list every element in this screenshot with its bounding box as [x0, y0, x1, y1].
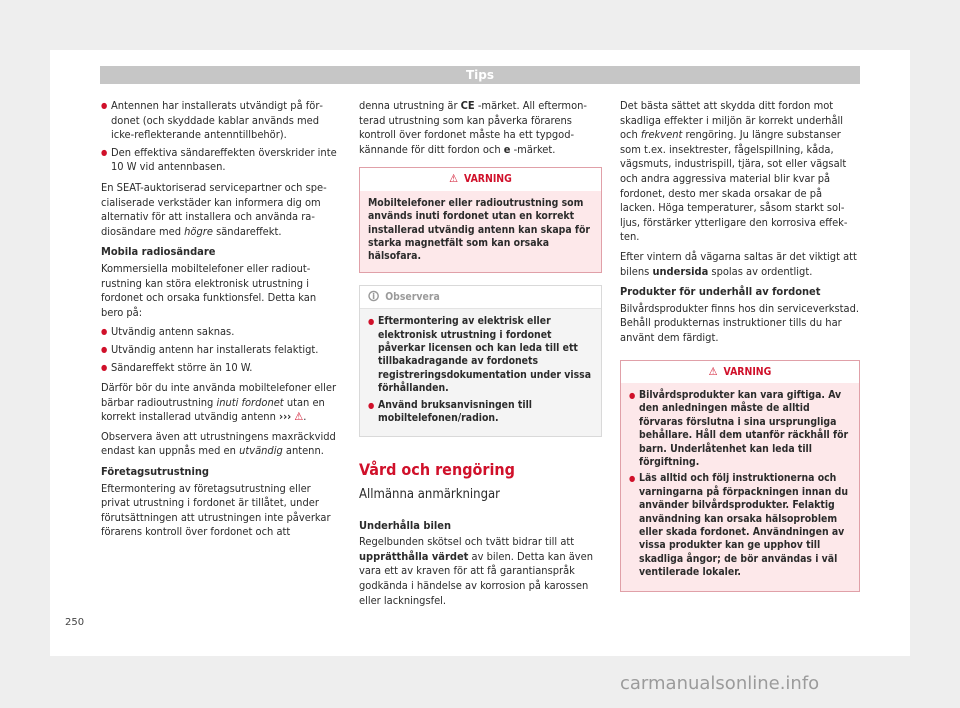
warning-text: Mobiltelefoner eller radioutrustning som används inuti fordonet utan en korrekt installerad utvändig antenn kan skapa för starka magnetfält som kan orsaka hälsofara. — [360, 191, 601, 272]
cross-reference-link[interactable]: ››› — [279, 410, 292, 424]
paragraph: denna utrustning är CE -märket. All eftermonterad utrustning som kan påverka förarens kontroll över fordonet måste ha ett typgodkännande för ditt fordon och e -märket. — [359, 99, 587, 156]
paragraph: Det bästa sättet att skydda ditt fordon mot skadliga effekter i miljön är korrekt underhåll och frekvent rengöring. Ju längre substanser som t.ex. insektrester, fågelspillning, kåda, vägsmuts, industrispill, tjära, sot eller vägsalt och andra aggressiva material blir kvar på fordonet, desto mer skada orsakar de på lacken. Höga temperaturer, såsom starkt solljus, förstärker ytterligare den korrosiva effekten. — [620, 99, 848, 244]
warning-header: ⚠ VARNING — [621, 361, 859, 383]
list-item: ● Bilvårdsprodukter kan vara giftiga. Av den anledningen måste de alltid förvaras förslutna i sina ursprungliga behållare. Håll dem utanför räckhåll för barn. Underlåtenhet kan leda till förgiftning. — [629, 389, 851, 469]
list-item: ● Utvändig antenn saknas. — [101, 325, 337, 340]
warning-icon: ⚠ — [708, 364, 718, 378]
paragraph: Därför bör du inte använda mobiltelefoner eller bärbar radioutrustning inuti fordonet utan en korrekt installerad utvändig antenn ››› ⚠. — [101, 381, 337, 424]
list-item: ● Sändareffekt större än 10 W. — [101, 361, 337, 376]
info-icon: 🛈 — [368, 289, 380, 303]
warning-icon: ⚠ — [294, 410, 304, 424]
warning-box — [359, 167, 602, 272]
note-body — [360, 309, 601, 436]
list-item: ● Den effektiva sändareffekten överskrider inte 10 W vid antennbasen. — [101, 146, 337, 175]
paragraph: Eftermontering av företagsutrustning eller privat utrustning i fordonet är tillåtet, under förutsättningen att utrustningen inte påverkar förarens kontroll över fordonet och att — [101, 481, 331, 539]
column-1 — [101, 99, 337, 545]
warning-body — [621, 383, 859, 591]
paragraph: Bilvårdsprodukter finns hos din serviceverkstad. Behåll produkternas instruktioner tills du har använt dem färdigt. — [620, 301, 860, 344]
section-subtitle: Allmänna anmärkningar — [359, 487, 500, 503]
list-item: ● Läs alltid och följ instruktionerna och varningarna på förpackningen innan du använder bilvårdsprodukter. Felaktig användning kan orsaka hälsoproblem eller skada fordonet. Användningen av vissa produkter kan ge upphov till skadliga ångor; de bör användas i väl ventilerade lokaler. — [629, 472, 851, 579]
ce-mark: CE — [460, 99, 475, 112]
paragraph: En SEAT-auktoriserad servicepartner och specialiserade verkstäder kan informera dig om alternativ för att installera och använda radiosändare med högre sändareffekt. — [101, 180, 327, 238]
section-heading: Mobila radiosändare — [101, 245, 216, 259]
section-title: Vård och rengöring — [359, 460, 515, 480]
paragraph: Efter vintern då vägarna saltas är det viktigt att bilens undersida spolas av ordentligt. — [620, 249, 857, 278]
note-header: 🛈 Observera — [360, 286, 601, 309]
list-item: ● Utvändig antenn har installerats felaktigt. — [101, 343, 337, 358]
column-3 — [620, 99, 860, 604]
section-heading: Produkter för underhåll av fordonet — [620, 285, 821, 299]
column-2 — [359, 99, 602, 613]
list-item: ● Eftermontering av elektrisk eller elektronisk utrustning i fordonet påverkar licensen och kan leda till ett tillbakadragande av fordonets registreringsdokumentation under vissa förhållanden. — [368, 315, 593, 395]
warning-icon: ⚠ — [449, 172, 459, 186]
section-heading: Underhålla bilen — [359, 518, 452, 532]
list-item: ● Antennen har installerats utvändigt på fördonet (och skyddade kablar används med icke-reflekterande antenntillbehör). — [101, 99, 337, 143]
watermark-text: carmanualsonline.info — [620, 673, 820, 694]
paragraph: Observera även att utrustningens maxräckvidd endast kan uppnås med en utvändig antenn. — [101, 429, 336, 458]
section-heading: Företagsutrustning — [101, 465, 209, 479]
paragraph: Regelbunden skötsel och tvätt bidrar till att upprätthålla värdet av bilen. Detta kan även vara ett av kraven för att få garantianspråk godkända i händelse av korrosion på karossen eller lackningsfel. — [359, 535, 594, 607]
warning-box — [620, 360, 860, 592]
page-number: 250 — [65, 617, 85, 628]
e-mark: e — [503, 142, 511, 156]
note-box — [359, 285, 602, 438]
page-header: Tips — [100, 66, 860, 84]
paragraph: Kommersiella mobiltelefoner eller radioutrustning kan störa elektronisk utrustning i fordonet och orsaka funktionsfel. Detta kan bero på: — [101, 261, 317, 319]
list-item: ● Använd bruksanvisningen till mobiltelefonen/radion. — [368, 399, 593, 426]
warning-header: ⚠ VARNING — [360, 168, 601, 190]
